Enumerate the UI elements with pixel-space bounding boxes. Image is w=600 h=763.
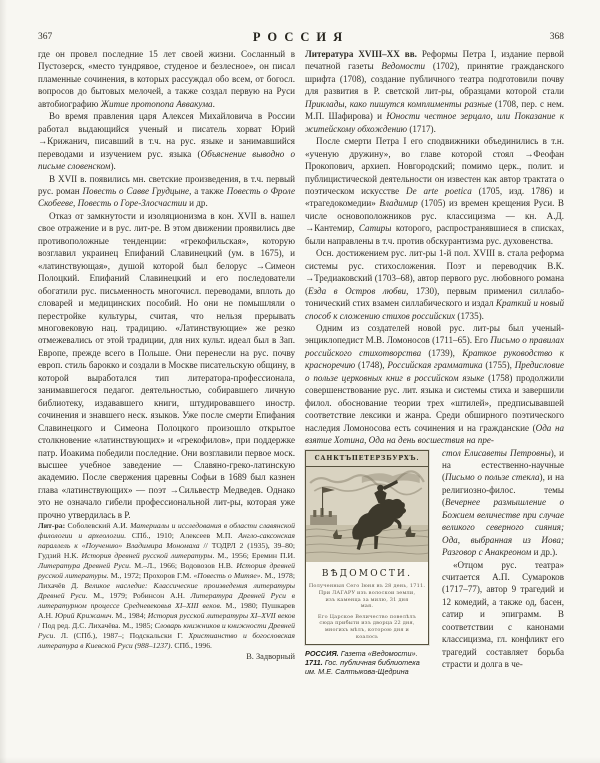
paragraph: Во время правления царя Алексея Михайловича в России работал выдающийся ученый и писатель хорват Юрий →Крижанич, писавший в т.ч. на рус. языке и занимавшийся переводами и изучением рус. языка (Объяснение выводно о письме словенском). (38, 111, 296, 172)
page-number-right: 368 (549, 32, 564, 42)
paragraph: В XVII в. появились мн. светские произведения, в т.ч. первый рус. роман Повесть о Савве Грудцыне, а также Повесть о Фроле Скобееве, Повесть о Горе-Злосчастии и др. (38, 173, 295, 209)
author-signature: В. Задворный (246, 651, 295, 661)
bibliography: Лит-ра: Соболевский А.И. Материалы и исследования в области славянской филологии и археологии. СПб., 1910; Алексеев М.П. Англо-саксонская параллель к «Поучению» Владимира Мономаха // ТОДРЛ 2 (1935), 39–80; Гудзий Н.К. История древней русской литературы. М., 1956; Еремин П.И. Литература Древней Руси. М.–Л., 1966; Водовозов Н.В. История древней русской литературы. М., 1972; Прохоров Г.М. «Повесть о Митяе». М., 1978; Лихачёв Д. Великое наследие: Классические произведения литературы Древней Руси. М., 1979; Робинсон А.Н. Литература Древней Руси в литературном процессе Средневековья XI–XIII веков. М., 1980; Пушкарев А.Н. Юрий Крижанич. М., 1984; История русской литературы XI–XVII веков / Под ред. Д.С. Лихачёва. М., 1985; Словарь книжников и книжности Древней Руси. Л. (СПб.), 1987–; Подскальски Г. Христианство и богословская литература в Киевской Руси (988–1237). СПб., 1996. (38, 521, 296, 650)
gazette-masthead: ВѢДОМОСТИ. (321, 568, 413, 579)
paragraph: Отказ от замкнутости и изоляционизма в кон. XVII в. нашел свое отражение и в рус. лит-ре. В этом движении проявились две противоположные тенденции: «грекофильская», которую возглавил украинец Епифаний Славинецкий (ум. в 1675), и «латинствующая», душой которой был белорус →Симеон Полоцкий. Епифаний Славинецкий и его последователи обогатили рус. письменность многочисл. переводами, вплоть до словарей и медицинских пособий. Но они не помышляли о перестройке культуры, считая, что нельзя прерывать многовековую нац. традицию. «Латинствующие» же резко отмежевались от этой традиции, для них культ. идеал был в Зап. Европе, прежде всего в Польше. Они перенесли на рус. почву европ. стиль барокко и создали в Москве писательскую общину, в которой выработался тип литератора-профессионала, занимавшегося педагог. деятельностью, собиравшего личную библиотеку, издававшего книги, штудировавшего иностр. сочинения и знавшего неск. языков. Уже после смерти Епифания Славинецкого и Симеона Полоцкого произошло открытое столкновение «латинствующих» и «грекофилов», при поддержке патр. Иоакима победили последние. Они возглавили первое моск. высшее учебное заведение — Славяно-греко-латинскую академию. После свержения царевны Софьи в 1689 был казнен глава «латинствующих» — поэт →Сильвестр Медведев. Однако это не означало гибели профессиональной лит-ры, которая уже прочно утвердилась в Р. (38, 210, 295, 520)
scan-edge-shading (0, 757, 600, 763)
paragraph: «Отцом рус. театра» считается А.П. Сумароков (1717–77), автор 9 трагедий и 12 комедий, а также од, басен, сатир и эпиграмм. В соответствии с канонами классицизма, гл. конфликт его трагедий составляет борьба страсти и долга в че- (442, 559, 564, 670)
gazette-text-line: коалось (355, 633, 379, 640)
paragraph: Осн. достижением рус. лит-ры 1-й пол. XVIII в. стала реформа системы рус. стихосложения. Поэт и переводчик В.К. →Тредиаковский (1703–68), автор первого рус. любовного романа (Езда в Остров любви, 1730), первым применил силлабо-тонический стих взамен силлабического и издал Краткий и новый способ к сложению стихов российских (1735). (305, 248, 564, 321)
gazette-text-line: многихъ мѣлъ, которою дня и (324, 626, 410, 633)
gazette-page (306, 562, 428, 644)
vedomosti-figure (305, 450, 429, 677)
gazette-text-line: При ЛАГАРУ изъ волоскои земли, (318, 590, 416, 596)
engraving-scene-illustration (306, 467, 428, 562)
figure-and-wrapped-text (305, 447, 564, 677)
scan-edge-shading (0, 0, 7, 763)
paragraph: стол Елисаветы Петровны), и на естественно-научные (Письмо о пользе стекла), и на религиозно-филос. темы (Вечернее размышление о Божием величестве при случае великого северного сияния; Ода, выбранная из Иова; Разговор с Анакреоном и др.). (442, 447, 564, 558)
gazette-text-line: Полученныя Сего Іюня въ 28 день, 1711. (308, 583, 426, 590)
gazette-text-line: Его Царское Величество повелѣлъ (317, 613, 417, 620)
paragraph: Литература XVIII–XX вв. Реформы Петра I, издание первой печатной газеты Ведомости (1702), принятие гражданского шрифта (1708), создание публичного театра подготовили почву для развития в Р. светской лит-ры, образцами которой стали Приклады, како пишутся комплименты разные (1708, пер. с нем. М.П. Шафирова) и Юности честное зерцало, или Показание к житейскому обхождению (1717). (305, 49, 564, 134)
page-number-left: 367 (38, 32, 53, 42)
gazette-text-line: сюда прибыти изъ дворца 22 дня, (319, 620, 415, 627)
vedomosti-engraving (305, 450, 429, 646)
engraving-header: САНКТЪПЕТЕРЗБУРХЪ. (306, 451, 428, 467)
paragraph: где он провел последние 15 лет своей жизни. Сосланный в Пустозерск, «место тундрявое, студеное и безлесное», он писал пламенные сочинения, в которых рассуждал обо всем, от богосл. вопросов до бытовых мелочей, а также создал первую на Руси автобиографию Житие протопопа Аввакума. (38, 49, 295, 109)
column-right (305, 48, 564, 678)
gazette-text-line: мая. (360, 603, 374, 610)
paragraph: После смерти Петра I его сподвижники объединились в т.н. «ученую дружину», во главе которой стоял →Феофан Прокопович, архиеп. Новгородский; помимо церк., полит. и публицистической деятельности он известен как автор трактата о поэтическом искусстве De arte poetica (1705, изд. 1786) и «трагедокомедии» Владимир (1705) из времен крещения Руси. В числе основоположников рус. классицизма — кн. А.Д. →Кантемир, Сатиры которого, распространявшиеся в списках, были направлены в т.ч. против обскурантизма рус. духовенства. (305, 136, 564, 246)
gazette-text-line: изъ каменца за милю, 31 дня (325, 596, 409, 603)
running-title: РОССИЯ (252, 30, 350, 44)
page-header (38, 30, 564, 46)
paragraph: Одним из создателей новой рус. лит-ры был ученый-энциклопедист М.В. Ломоносов (1711–65). Его Письмо о правилах российского стихотворства (1739), Краткое руководство к красноречию (1748), Российская грамматика (1755), Предисловие о пользе церковных книг в российском языке (1758) продолжили совершенствование рус. лит. языка и системы стиха и завершили филол. обоснование теории трех «штилей», предписывавшей соответствие лексики и жанра. Среди обширного поэтического наследия Ломоносова есть сочинения и на гражданские (Ода на взятие Хотина, Ода на день восшествия на пре- (305, 322, 564, 446)
column-left (38, 48, 295, 663)
figure-caption: РОССИЯ. Газета «Ведомости». 1711. Гос. публичная библиотека им. М.Е. Салтыкова-Щедрина (305, 649, 420, 677)
